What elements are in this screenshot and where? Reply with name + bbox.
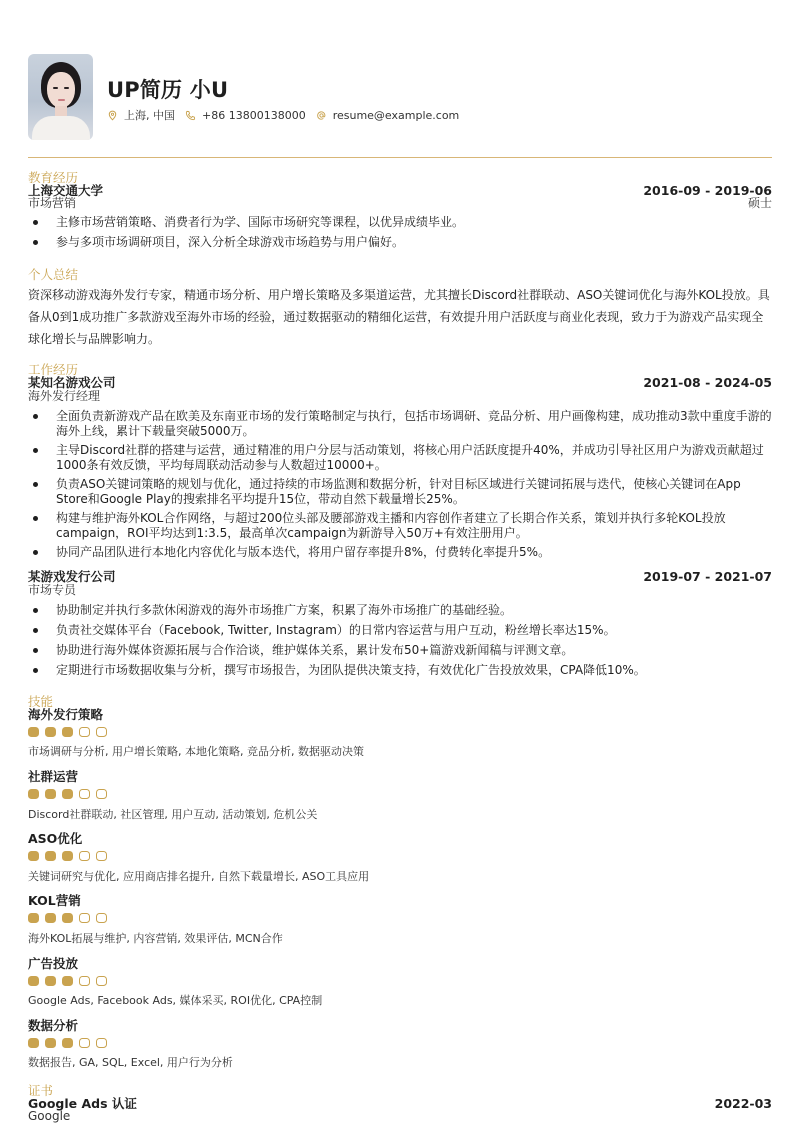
- list-item: 参与多项市场调研项目，深入分析全球游戏市场趋势与用户偏好。: [28, 235, 772, 250]
- skill-keywords: Google Ads, Facebook Ads, 媒体采买, ROI优化, CPA控制: [28, 994, 323, 1007]
- resume-header: [28, 54, 772, 140]
- summary-text: 资深移动游戏海外发行专家，精通市场分析、用户增长策略及多渠道运营，尤其擅长Discord社群联动、ASO关键词优化与海外KOL投放。具备从0到1成功推广多款游戏至海外市场的经验，通过数据驱动的精细化运营，有效提升用户活跃度与商业化表现，致力于为游戏产品实现全球化增长与品牌影响力。: [28, 288, 770, 346]
- skill-name: 数据分析: [28, 1018, 79, 1033]
- list-item: 构建与维护海外KOL合作网络，与超过200位头部及腰部游戏主播和内容创作者建立了长期合作关系，策划并执行多轮KOL投放campaign，ROI平均达到1:3.5，最高单次campaign为新游导入50万+有效注册用户。: [28, 511, 772, 540]
- certificate-date: 2022-03: [714, 1096, 772, 1111]
- list-item: 全面负责新游戏产品在欧美及东南亚市场的发行策略制定与执行，包括市场调研、竞品分析、用户画像构建，成功推动3款中重度手游的海外上线，累计下载量突破5000万。: [28, 409, 772, 438]
- skill-rating: [28, 976, 113, 986]
- header-divider: [28, 157, 772, 158]
- location-text: 上海, 中国: [124, 109, 175, 122]
- bullet-dot: [33, 608, 38, 613]
- education-major: 市场营销: [28, 196, 77, 210]
- bullet-dot: [33, 482, 38, 487]
- list-item: 主导Discord社群的搭建与运营，通过精准的用户分层与活动策划，将核心用户活跃度提升40%，并成功引导社区用户为游戏贡献超过1000条有效反馈，平均每周联动活动参与人数超过10000+。: [28, 443, 772, 472]
- skill-name: 广告投放: [28, 956, 79, 971]
- skill-rating: [28, 913, 113, 923]
- skill-keywords: 关键词研究与优化, 应用商店排名提升, 自然下载量增长, ASO工具应用: [28, 870, 370, 883]
- job-bullets: [28, 603, 772, 683]
- contact-email: [316, 109, 460, 122]
- skill-rating: [28, 1038, 113, 1048]
- bullet-dot: [33, 628, 38, 633]
- certificate-issuer: Google: [28, 1109, 71, 1123]
- skill-rating: [28, 727, 113, 737]
- education-school: 上海交通大学: [28, 183, 104, 198]
- contact-info: [107, 107, 469, 123]
- job-dates: 2019-07 - 2021-07: [643, 569, 772, 584]
- contact-phone: [185, 109, 306, 122]
- email-text: resume@example.com: [332, 108, 460, 122]
- skill-keywords: 市场调研与分析, 用户增长策略, 本地化策略, 竞品分析, 数据驱动决策: [28, 745, 364, 758]
- bullet-dot: [33, 516, 38, 521]
- skill-keywords: 数据报告, GA, SQL, Excel, 用户行为分析: [28, 1056, 233, 1069]
- education-degree: 硕士: [747, 196, 772, 210]
- skill-name: 社群运营: [28, 769, 79, 784]
- section-title-summary: 个人总结: [28, 267, 79, 282]
- certificate-name: Google Ads 认证: [28, 1096, 137, 1111]
- candidate-name: UP简历 小U: [107, 78, 229, 102]
- skill-keywords: Discord社群联动, 社区管理, 用户互动, 活动策划, 危机公关: [28, 808, 318, 821]
- bullet-dot: [33, 240, 38, 245]
- job-company: 某知名游戏公司: [28, 375, 116, 390]
- skill-name: 海外发行策略: [28, 707, 104, 722]
- skill-keywords: 海外KOL拓展与维护, 内容营销, 效果评估, MCN合作: [28, 932, 283, 945]
- contact-location: [107, 107, 175, 123]
- list-item: 负责ASO关键词策略的规划与优化，通过持续的市场监测和数据分析，针对目标区域进行关键词拓展与迭代，使核心关键词在App Store和Google Play的搜索排名平均提升15位，带动自然下载量增长25%。: [28, 477, 772, 506]
- section-title-certificates: 证书: [28, 1083, 54, 1098]
- at-email-icon: [316, 110, 327, 121]
- education-dates: 2016-09 - 2019-06: [643, 183, 772, 198]
- list-item: 负责社交媒体平台（Facebook, Twitter, Instagram）的日常内容运营与用户互动，粉丝增长率达15%。: [28, 623, 772, 638]
- job-role: 海外发行经理: [28, 389, 101, 403]
- bullet-dot: [33, 550, 38, 555]
- section-title-skills: 技能: [28, 694, 54, 709]
- list-item: 协助进行海外媒体资源拓展与合作洽谈，维护媒体关系，累计发布50+篇游戏新闻稿与评测文章。: [28, 643, 772, 658]
- bullet-dot: [33, 448, 38, 453]
- phone-text: +86 13800138000: [202, 108, 306, 122]
- job-dates: 2021-08 - 2024-05: [643, 375, 772, 390]
- bullet-dot: [33, 648, 38, 653]
- job-bullets: [28, 409, 772, 565]
- skill-rating: [28, 851, 113, 861]
- skill-rating: [28, 789, 113, 799]
- section-title-education: 教育经历: [28, 170, 79, 185]
- education-bullets: [28, 215, 772, 254]
- job-role: 市场专员: [28, 583, 77, 597]
- list-item: 定期进行市场数据收集与分析，撰写市场报告，为团队提供决策支持，有效优化广告投放效果，CPA降低10%。: [28, 663, 772, 678]
- profile-photo: [28, 54, 93, 140]
- location-pin-icon: [107, 110, 118, 121]
- bullet-dot: [33, 414, 38, 419]
- section-title-work: 工作经历: [28, 362, 79, 377]
- job-company: 某游戏发行公司: [28, 569, 116, 584]
- skill-name: ASO优化: [28, 831, 83, 846]
- phone-icon: [185, 110, 196, 121]
- list-item: 协助制定并执行多款休闲游戏的海外市场推广方案，积累了海外市场推广的基础经验。: [28, 603, 772, 618]
- bullet-dot: [33, 668, 38, 673]
- list-item: 主修市场营销策略、消费者行为学、国际市场研究等课程，以优异成绩毕业。: [28, 215, 772, 230]
- list-item: 协同产品团队进行本地化内容优化与版本迭代，将用户留存率提升8%，付费转化率提升5%。: [28, 545, 772, 560]
- skill-name: KOL营销: [28, 893, 81, 908]
- bullet-dot: [33, 220, 38, 225]
